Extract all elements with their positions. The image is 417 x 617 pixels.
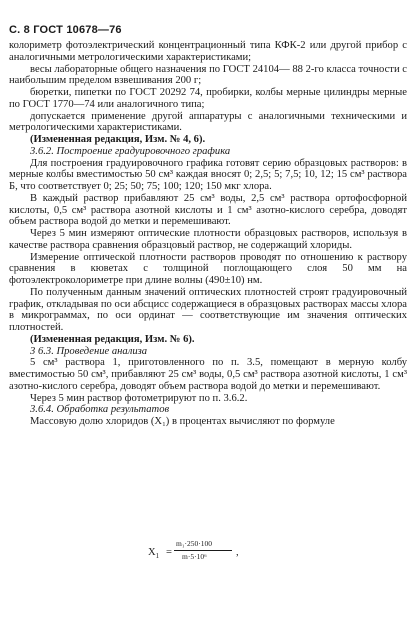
amendment-note: (Измененная редакция, Изм. № 6). — [30, 333, 195, 345]
formula — [148, 538, 268, 568]
document-body — [9, 40, 407, 428]
page-header: С. 8 ГОСТ 10678—76 — [9, 24, 122, 36]
paragraph: Через 5 мин измеряют оптические плотности образцовых растворов, используя в качестве раствора сравнения образцовый раствор, не содержащий хлориды. — [9, 228, 407, 251]
paragraph: Массовую долю хлоридов (X₁) в процентах вычисляют по формуле — [30, 416, 335, 427]
paragraph: колориметр фотоэлектрический концентрационный типа КФК-2 или другой прибор с аналогичными метрологическими характеристиками; — [9, 40, 407, 63]
paragraph: весы лабораторные общего назначения по ГОСТ 24104— 88 2-го класса точности с наибольшим пределом взвешивания 200 г; — [9, 63, 407, 87]
paragraph: Для построения градуировочного графика готовят серию образцовых растворов: в мерные колбы вместимостью 50 см³ каждая вносят 0; 2,5; 5; 7,5; 10, 12; 15 см³ раствора Б, что соответствует 0; 25; 50; 75; 100; 120; 150 мкг хлора. — [9, 157, 407, 192]
amendment-note: (Измененная редакция, Изм. № 4, 6). — [30, 134, 206, 145]
formula-numerator: m₁·250·100 — [176, 539, 212, 548]
paragraph: Через 5 мин раствор фотометрируют по п. 3.6.2. — [30, 392, 248, 404]
paragraph: допускается применение другой аппаратуры с аналогичными техническими и метрологическими характеристиками. — [9, 110, 407, 134]
fraction-bar — [174, 550, 232, 551]
paragraph: бюретки, пипетки по ГОСТ 20292 74, пробирки, колбы мерные цилиндры мерные по ГОСТ 1770—74 или аналогичного типа; — [9, 87, 407, 110]
section-heading: 3.6.4. Обработка результатов — [30, 404, 170, 416]
paragraph: По полученным данным значений оптических плотностей строят градуировочный график, откладывая по оси абсцисс содержащиеся в образцовых растворах массы хлора в микрограммах, по оси ординат — соответствующие им значения оптических плотностей. — [9, 286, 407, 333]
formula-equals: = — [166, 547, 172, 558]
paragraph: 5 см³ раствора 1, приготовленного по п. 3.5, помещают в мерную колбу вместимостью 50 см³, прибавляют 25 см³ воды, 0,5 см³ раствора азотной кислоты, 1 см³ азотно-кислого серебра, доводят объем раствора водой до метки и перемешивают. — [9, 357, 407, 392]
formula-lhs: $X_1$ — [148, 547, 160, 561]
formula-denominator: m·5·10⁶ — [182, 552, 207, 561]
paragraph: В каждый раствор прибавляют 25 см³ воды, 2,5 см³ раствора ортофосфорной кислоты, 0,5 см³ раствора азотной кислоты и 1 см³ азотно-кислого серебра, доводят объем раствора водой до метки и перемешивают. — [9, 192, 407, 228]
section-heading: 3.6.2. Построение градуировочного графика — [30, 145, 231, 157]
paragraph: Измерение оптической плотности растворов проводят по отношению к раствору сравнения в кюветах с толщиной поглощающего слоя 50 мм на фотоэлектроколориметре при длине волны (490±10) нм. — [9, 251, 407, 286]
formula-comma: , — [236, 547, 239, 558]
section-heading: 3 6.3. Проведение анализа — [30, 345, 148, 357]
